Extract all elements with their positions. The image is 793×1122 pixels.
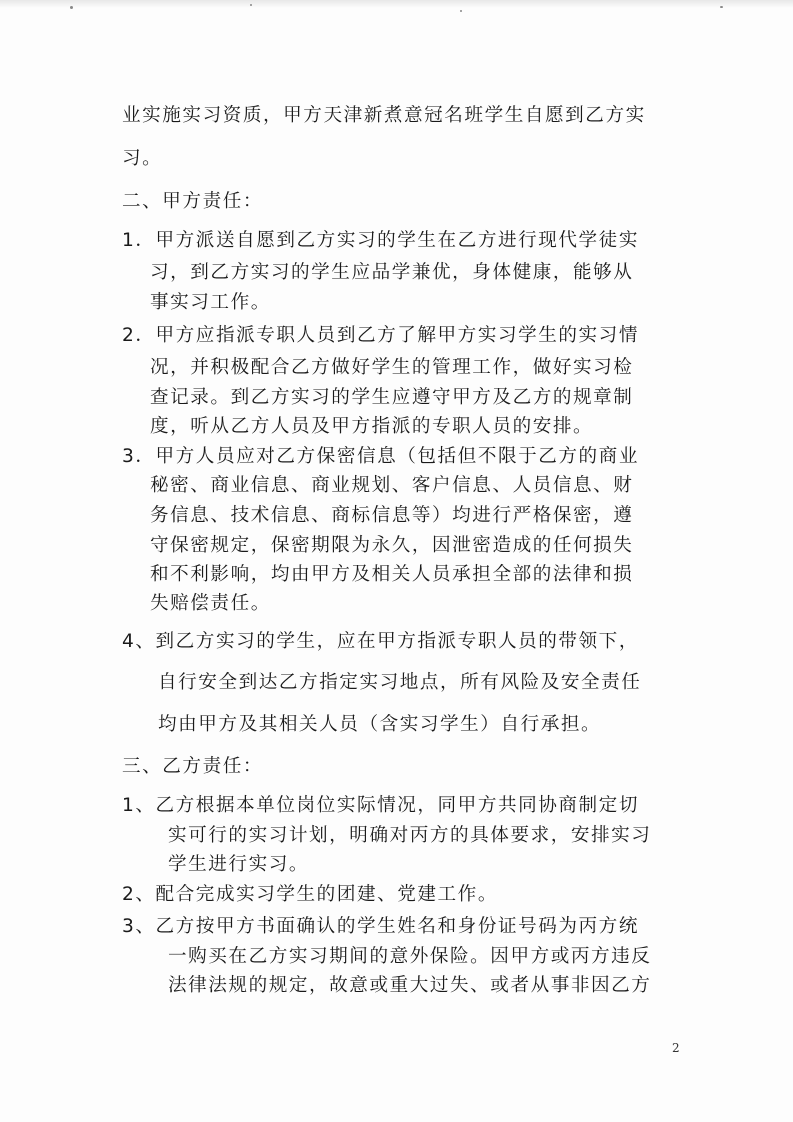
list-item-line: 3．甲方人员应对乙方保密信息（包括但不限于乙方的商业 (122, 446, 639, 467)
scan-speck (70, 6, 73, 9)
list-item-line: 均由甲方及其相关人员（含实习学生）自行承担。 (158, 714, 602, 735)
list-item-line: 失赔偿责任。 (150, 593, 271, 614)
list-item-line: 自行安全到达乙方指定实习地点，所有风险及安全责任 (158, 672, 642, 693)
list-item-line: 1．甲方派送自愿到乙方实习的学生在乙方进行现代学徒实 (122, 230, 639, 251)
list-item-line: 秘密、商业信息、商业规划、客户信息、人员信息、财 (150, 475, 634, 496)
list-item-line: 守保密规定，保密期限为永久，因泄密造成的任何损失 (150, 535, 634, 556)
body-line: 习。 (122, 148, 163, 169)
list-item-line: 一购买在乙方实习期间的意外保险。因甲方或丙方违反 (168, 946, 652, 967)
section-heading: 三、乙方责任： (122, 756, 264, 777)
list-item-line: 和不利影响，均由甲方及相关人员承担全部的法律和损 (150, 564, 634, 585)
list-item-line: 况，并积极配合乙方做好学生的管理工作，做好实习检 (150, 357, 634, 378)
scan-speck (460, 10, 462, 12)
list-item-line: 查记录。到乙方实习的学生应遵守甲方及乙方的规章制 (150, 387, 634, 408)
list-item-line: 1、乙方根据本单位岗位实际情况，同甲方共同协商制定切 (122, 795, 639, 816)
list-item-line: 2、配合完成实习学生的团建、党建工作。 (122, 884, 498, 905)
scan-speck (720, 6, 723, 8)
body-line: 业实施实习资质，甲方天津新煮意冠名班学生自愿到乙方实 (122, 105, 646, 126)
list-item-line: 2．甲方应指派专职人员到乙方了解甲方实习学生的实习情 (122, 325, 639, 346)
list-item-line: 度，听从乙方人员及甲方指派的专职人员的安排。 (150, 416, 594, 437)
list-item-line: 务信息、技术信息、商标信息等）均进行严格保密，遵 (150, 505, 634, 526)
list-item-line: 学生进行实习。 (168, 854, 310, 875)
list-item-line: 3、乙方按甲方书面确认的学生姓名和身份证号码为丙方统 (122, 916, 639, 937)
list-item-line: 事实习工作。 (150, 292, 271, 313)
list-item-line: 4、到乙方实习的学生，应在甲方指派专职人员的带领下， (122, 631, 639, 652)
list-item-line: 习，到乙方实习的学生应品学兼优，身体健康，能够从 (150, 262, 634, 283)
scan-edge-shadow (0, 0, 793, 8)
page-number: 2 (672, 1041, 680, 1055)
list-item-line: 实可行的实习计划，明确对丙方的具体要求，安排实习 (168, 825, 652, 846)
section-heading: 二、甲方责任： (122, 191, 264, 212)
scan-speck (250, 4, 252, 6)
list-item-line: 法律法规的规定，故意或重大过失、或者从事非因乙方 (168, 975, 652, 996)
